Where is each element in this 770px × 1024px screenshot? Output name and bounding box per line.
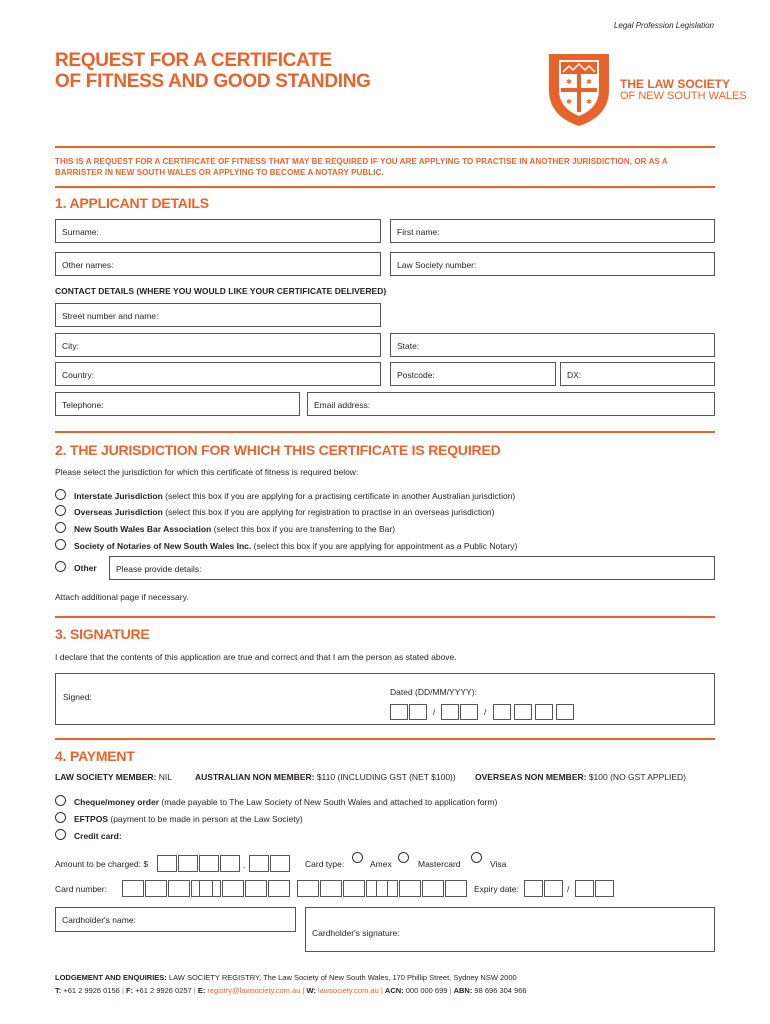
card-type-label: Card type: [305,859,345,869]
card-digit[interactable] [376,880,398,897]
other-details-field[interactable]: Please provide details: [109,556,715,580]
amount-label: Amount to be charged: $ [55,859,149,869]
amex-label: Amex [370,859,392,869]
visa-label: Visa [490,859,507,869]
attach-note: Attach additional page if necessary. [55,592,189,602]
amount-digit[interactable] [199,855,219,872]
email-field[interactable]: Email address: [307,392,715,416]
eftpos-radio[interactable] [55,812,66,823]
notaries-radio[interactable] [55,539,66,550]
date-year-3[interactable] [535,704,553,720]
date-day-1[interactable] [390,704,408,720]
state-field[interactable]: State: [390,333,715,357]
first-name-field[interactable]: First name: [390,219,715,243]
country-field[interactable]: Country: [55,362,381,386]
divider [55,146,715,148]
cheque-option: Cheque/money order (made payable to The Law Society of New South Wales and attached to application form) [74,797,498,807]
signed-label: Signed: [63,692,92,702]
cardholder-signature-field[interactable]: Cardholder's signature: [305,907,715,952]
mastercard-radio[interactable] [398,852,409,863]
header-tag: Legal Profession Legislation [613,21,714,30]
card-digit[interactable] [145,880,167,897]
notaries-option: Society of Notaries of New South Wales Inc. (select this box if you are applying for appointment as a Public Notary) [74,541,518,551]
card-digit[interactable] [320,880,342,897]
logo-wordmark: THE LAW SOCIETY OF NEW SOUTH WALES [620,77,747,102]
card-digit[interactable] [245,880,267,897]
contact-details-heading: CONTACT DETAILS (WHERE YOU WOULD LIKE YOUR CERTIFICATE DELIVERED) [55,286,387,296]
telephone-field[interactable]: Telephone: [55,392,300,416]
expiry-month[interactable] [544,880,563,897]
dx-field[interactable]: DX: [560,362,715,386]
amount-digit[interactable] [178,855,198,872]
interstate-option: Interstate Jurisdiction (select this box if you are applying for a practising certificate in another Australian jurisdiction) [74,491,516,501]
divider [55,186,715,188]
other-option-label: Other [74,563,97,573]
overseas-option: Overseas Jurisdiction (select this box if you are applying for registration to practise in an overseas jurisdiction) [74,507,495,517]
date-year-4[interactable] [556,704,574,720]
date-slash: / [484,707,487,717]
date-month-1[interactable] [441,704,459,720]
card-digit[interactable] [297,880,319,897]
card-digit[interactable] [168,880,190,897]
section-2-heading: 2. THE JURISDICTION FOR WHICH THIS CERTIFICATE IS REQUIRED [55,442,501,458]
mastercard-label: Mastercard [418,859,461,869]
law-society-number-field[interactable]: Law Society number: [390,252,715,276]
date-day-2[interactable] [409,704,427,720]
dated-label: Dated (DD/MM/YYYY): [390,687,477,697]
card-digit[interactable] [268,880,290,897]
expiry-label: Expiry date: [474,884,519,894]
amount-digit[interactable] [157,855,177,872]
law-society-crest-logo [541,50,617,128]
svg-text:✱: ✱ [566,98,572,106]
svg-text:✱: ✱ [566,78,572,86]
jurisdiction-instruction: Please select the jurisdiction for which this certificate of fitness is required below: [55,467,359,477]
card-digit[interactable] [199,880,221,897]
cheque-radio[interactable] [55,795,66,806]
amount-cents[interactable] [270,855,290,872]
page-title: REQUEST FOR A CERTIFICATE OF FITNESS AND GOOD STANDING [55,50,371,92]
eftpos-option: EFTPOS (payment to be made in person at the Law Society) [74,814,303,824]
credit-card-radio[interactable] [55,829,66,840]
card-number-label: Card number: [55,884,107,894]
other-radio[interactable] [55,561,66,572]
credit-card-option: Credit card: [74,831,122,841]
card-digit[interactable] [222,880,244,897]
amex-radio[interactable] [352,852,363,863]
amount-dot: . [243,860,246,870]
declaration-text: I declare that the contents of this application are true and correct and that I am the person as stated above. [55,652,457,662]
date-month-2[interactable] [460,704,478,720]
divider [55,616,715,618]
section-4-heading: 4. PAYMENT [55,748,135,764]
svg-text:✱: ✱ [586,78,592,86]
cardholder-name-field[interactable]: Cardholder's name: [55,907,296,932]
signature-box[interactable] [55,673,715,725]
amount-cents[interactable] [249,855,269,872]
expiry-month[interactable] [524,880,543,897]
overseas-non-member-fee: OVERSEAS NON MEMBER: $100 (NO GST APPLIED) [475,772,686,782]
other-names-field[interactable]: Other names: [55,252,381,276]
card-digit[interactable] [422,880,444,897]
expiry-year[interactable] [575,880,594,897]
nsw-bar-radio[interactable] [55,522,66,533]
date-slash: / [433,707,436,717]
footer-lodgement: LODGEMENT AND ENQUIRIES: LAW SOCIETY REGISTRY, The Law Society of New South Wales, 170 Phillip Street, Sydney NSW 2000 [55,973,517,982]
card-digit[interactable] [399,880,421,897]
website-link[interactable]: lawsociety.com.au [315,986,379,995]
email-link[interactable]: registry@lawsociety.com.au [205,986,301,995]
australian-non-member-fee: AUSTRALIAN NON MEMBER: $110 (INCLUDING GST (NET $100)) [195,772,456,782]
interstate-radio[interactable] [55,489,66,500]
visa-radio[interactable] [471,852,482,863]
svg-text:✱: ✱ [586,98,592,106]
divider [55,738,715,740]
section-3-heading: 3. SIGNATURE [55,626,150,642]
card-digit[interactable] [445,880,467,897]
card-digit[interactable] [122,880,144,897]
section-1-heading: 1. APPLICANT DETAILS [55,195,209,211]
nsw-bar-option: New South Wales Bar Association (select this box if you are transferring to the Bar) [74,524,396,534]
card-digit[interactable] [343,880,365,897]
divider [55,431,715,433]
overseas-radio[interactable] [55,505,66,516]
expiry-year[interactable] [595,880,614,897]
intro-text: THIS IS A REQUEST FOR A CERTIFICATE OF FITNESS THAT MAY BE REQUIRED IF YOU ARE APPLYING TO PRACTISE IN ANOTHER JURISDICTION, OR AS A BARRISTER IN NEW SOUTH WALES OR APPLYING TO BECOME A NOTARY PUBLIC. [55,157,668,177]
postcode-field[interactable]: Postcode: [390,362,556,386]
amount-digit[interactable] [220,855,240,872]
member-fee: LAW SOCIETY MEMBER: NIL [55,772,172,782]
city-field[interactable]: City: [55,333,381,357]
footer-contacts: T: +61 2 9926 0156 | F: +61 2 9926 0257 | E: registry@lawsociety.com.au | W: lawsociety.com.au | ACN: 000 000 699 | ABN: 98 696 304 966 [55,986,527,995]
date-year-2[interactable] [514,704,532,720]
date-year-1[interactable] [493,704,511,720]
surname-field[interactable]: Surname: [55,219,381,243]
street-field[interactable]: Street number and name: [55,303,381,327]
expiry-slash: / [567,884,570,894]
